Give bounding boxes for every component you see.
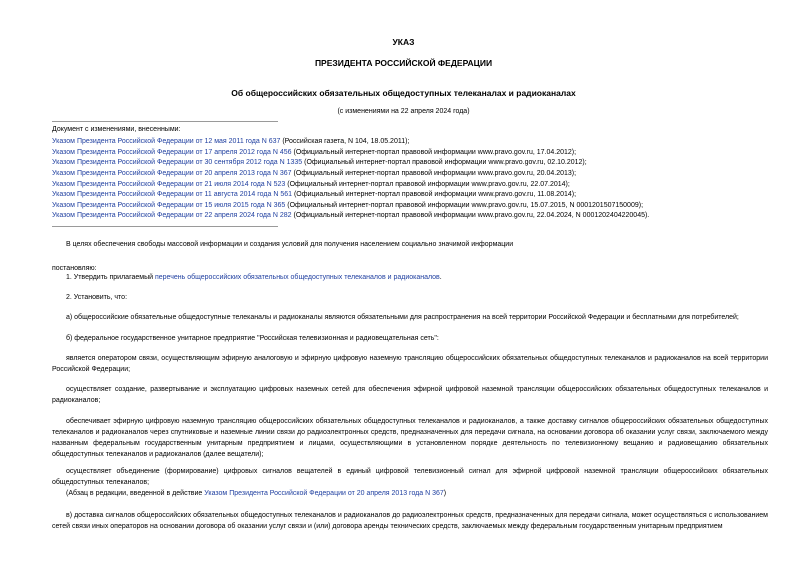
paragraph-b-4: осуществляет объединение (формирование) цифровых сигналов вещателей в единый цифровой телевизионный сигнал для эфирной цифровой наземной трансляции общероссийских обязательных общедоступных телеканалов; [52, 468, 768, 486]
bottom-divider [52, 226, 278, 227]
paragraph-b-1: является оператором связи, осуществляющим эфирную аналоговую и эфирную цифровую наземную трансляцию общероссийских обязательных общедоступных телеканалов и радиоканалов на всей территории Российской Федерации; [52, 355, 768, 373]
paragraph-1-end: . [439, 274, 442, 281]
issuer-heading: ПРЕЗИДЕНТА РОССИЙСКОЙ ФЕДЕРАЦИИ [314, 58, 493, 68]
amendment-link[interactable]: Указом Президента Российской Федерации от 15 июля 2015 года N 365 [52, 202, 286, 209]
paragraph-b-3: обеспечивает эфирную цифровую наземную трансляцию общероссийских обязательных общедоступных телеканалов и радиоканалов, а также доставку сигналов общероссийских обязательных общедоступных телеканалов и радиоканалов через спутниковые и наземные линии связи до радиоэлектронных средств, предназначенных для передачи сигнала, на основании договора об оказании услуг связи, заключаемого между названным федеральным государственным унитарным предприятием и лицами, осуществляющими в установленном порядке деятельность по телевизионному вещанию и радиовещанию обязательных общедоступных телеканалов и радиоканалов (далее вещатели); [52, 418, 768, 458]
amendment-note-end: ) [443, 490, 447, 497]
amendment-note-text: (Абзац в редакции, введенной в действие [66, 490, 205, 497]
amendment-source: (Официальный интернет-портал правовой информации www.pravo.gov.ru, 20.04.2013); [291, 170, 577, 177]
amendment-item [52, 158, 587, 168]
paragraph-v: в) доставка сигналов общероссийских обязательных общедоступных телеканалов и радиоканалов до радиоэлектронных средств, предназначенных для передачи сигнала, может осуществляться с использованием сетей связи иных операторов на основании договора об оказании услуг связи и (или) договора аренды технических средств, заключаемых между федеральным государственным унитарным предприятием [52, 512, 768, 530]
amendments-intro: Документ с изменениями, внесенными: [52, 126, 181, 133]
amendment-source: (Официальный интернет-портал правовой информации www.pravo.gov.ru, 22.04.2024, N 0001202404220045). [291, 212, 650, 219]
amendment-link[interactable]: Указом Президента Российской Федерации от 11 августа 2014 года N 561 [52, 191, 293, 198]
paragraph-2: 2. Установить, что: [66, 294, 128, 301]
amendment-link[interactable]: Указом Президента Российской Федерации от 30 сентября 2012 года N 1335 [52, 159, 303, 166]
decree-word: постановляю: [52, 265, 97, 272]
amendment-link[interactable]: Указом Президента Российской Федерации от 21 июля 2014 года N 523 [52, 181, 286, 188]
amendment-source: (Официальный интернет-портал правовой информации www.pravo.gov.ru, 11.08.2014); [292, 191, 577, 198]
top-divider [52, 121, 278, 122]
amendment-source: (Официальный интернет-портал правовой информации www.pravo.gov.ru, 22.07.2014); [285, 181, 570, 188]
amendment-item [52, 180, 570, 190]
paragraph-a: а) общероссийские обязательные общедоступные телеканалы и радиоканалы являются обязательными для распространения на всей территории Российской Федерации и бесплатными для потребителей; [66, 314, 739, 321]
preamble: В целях обеспечения свободы массовой информации и создания условий для получения населением социально значимой информации [66, 241, 514, 248]
amendment-item [52, 201, 643, 211]
list-link[interactable]: перечень общероссийских обязательных общедоступных телеканалов и радиоканалов [154, 274, 440, 281]
amendment-item [52, 211, 649, 221]
amendment-note [66, 489, 446, 499]
paragraph-1 [66, 273, 442, 283]
amendment-source: (Российская газета, N 104, 18.05.2011); [280, 138, 410, 145]
decree-type-heading: УКАЗ [392, 37, 415, 47]
amendment-source: (Официальный интернет-портал правовой информации www.pravo.gov.ru, 17.04.2012); [291, 149, 577, 156]
document-title: Об общероссийских обязательных общедоступных телеканалах и радиоканалах [231, 88, 576, 98]
amendment-note-link[interactable]: Указом Президента Российской Федерации от 20 апреля 2013 года N 367 [204, 490, 444, 497]
amendment-source: (Официальный интернет-портал правовой информации www.pravo.gov.ru, 15.07.2015, N 0001201507150009); [285, 202, 644, 209]
amendment-source: (Официальный интернет-портал правовой информации www.pravo.gov.ru, 02.10.2012); [302, 159, 587, 166]
amendment-item [52, 137, 409, 147]
amendment-item [52, 169, 576, 179]
amendment-link[interactable]: Указом Президента Российской Федерации от 20 апреля 2013 года N 367 [52, 170, 292, 177]
paragraph-b: б) федеральное государственное унитарное предприятие "Российская телевизионная и радиовещательная сеть": [66, 335, 439, 342]
changes-note: (с изменениями на 22 апреля 2024 года) [337, 108, 470, 115]
amendment-item [52, 190, 576, 200]
amendment-item [52, 148, 576, 158]
paragraph-b-2: осуществляет создание, развертывание и эксплуатацию цифровых наземных сетей для обеспечения эфирной цифровой наземной трансляции общероссийских обязательных общедоступных телеканалов и радиоканалов; [52, 386, 768, 404]
amendment-link[interactable]: Указом Президента Российской Федерации от 22 апреля 2024 года N 282 [52, 212, 292, 219]
amendment-link[interactable]: Указом Президента Российской Федерации от 17 апреля 2012 года N 456 [52, 149, 292, 156]
amendment-link[interactable]: Указом Президента Российской Федерации от 12 мая 2011 года N 637 [52, 138, 281, 145]
paragraph-1-text: 1. Утвердить прилагаемый [66, 274, 155, 281]
